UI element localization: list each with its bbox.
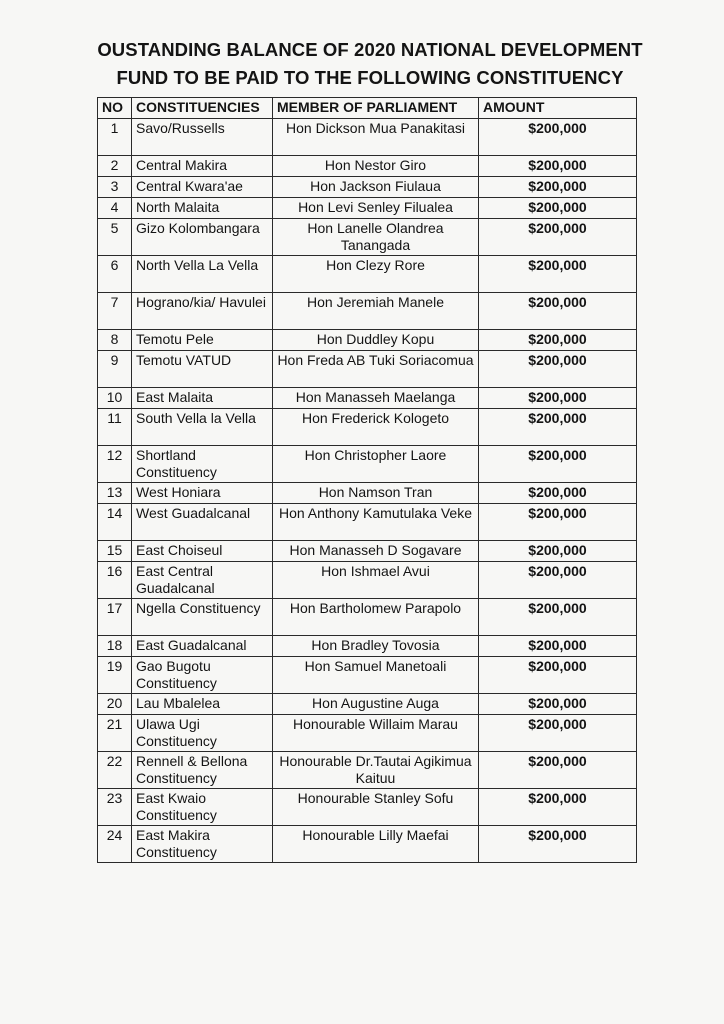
row-member: Hon Bradley Tovosia [273,636,479,657]
row-amount: $200,000 [479,826,637,863]
table-row [98,388,637,409]
row-number: 20 [98,694,132,715]
row-number: 5 [98,219,132,256]
table-row [98,119,637,156]
row-member: Hon Augustine Auga [273,694,479,715]
table-row [98,198,637,219]
row-number: 23 [98,789,132,826]
row-member: Hon Christopher Laore [273,446,479,483]
row-number: 1 [98,119,132,156]
row-constituency: East Central Guadalcanal [132,562,273,599]
row-constituency: Temotu Pele [132,330,273,351]
row-member: Hon Clezy Rore [273,256,479,293]
table-row [98,826,637,863]
table-row [98,789,637,826]
table-row [98,351,637,388]
row-member: Honourable Willaim Marau [273,715,479,752]
row-constituency: East Kwaio Constituency [132,789,273,826]
row-constituency: Gao Bugotu Constituency [132,657,273,694]
row-number: 10 [98,388,132,409]
row-number: 21 [98,715,132,752]
table-row [98,599,637,636]
row-constituency: East Malaita [132,388,273,409]
row-member: Hon Jeremiah Manele [273,293,479,330]
row-member: Hon Anthony Kamutulaka Veke [273,504,479,541]
row-amount: $200,000 [479,156,637,177]
row-member: Hon Lanelle Olandrea Tanangada [273,219,479,256]
row-constituency: Central Kwara'ae [132,177,273,198]
table-row [98,562,637,599]
row-constituency: Hograno/kia/ Havulei [132,293,273,330]
row-number: 19 [98,657,132,694]
table-header-row [98,98,637,119]
row-constituency: North Vella La Vella [132,256,273,293]
row-amount: $200,000 [479,562,637,599]
row-member: Hon Duddley Kopu [273,330,479,351]
row-constituency: Savo/Russells [132,119,273,156]
row-member: Hon Ishmael Avui [273,562,479,599]
row-amount: $200,000 [479,541,637,562]
row-member: Hon Namson Tran [273,483,479,504]
table-row [98,409,637,446]
balance-table [97,97,637,863]
row-member: Hon Dickson Mua Panakitasi [273,119,479,156]
row-constituency: Lau Mbalelea [132,694,273,715]
header-member: MEMBER OF PARLIAMENT [273,98,479,119]
row-constituency: West Honiara [132,483,273,504]
row-amount: $200,000 [479,219,637,256]
table-row [98,177,637,198]
header-no: NO [98,98,132,119]
header-constituencies: CONSTITUENCIES [132,98,273,119]
table-row [98,752,637,789]
table-row [98,483,637,504]
row-amount: $200,000 [479,330,637,351]
row-member: Hon Nestor Giro [273,156,479,177]
row-constituency: East Choiseul [132,541,273,562]
row-amount: $200,000 [479,636,637,657]
table-row [98,694,637,715]
table-row [98,446,637,483]
row-amount: $200,000 [479,789,637,826]
row-member: Hon Manasseh D Sogavare [273,541,479,562]
row-member: Hon Freda AB Tuki Soriacomua [273,351,479,388]
row-amount: $200,000 [479,177,637,198]
title-line-1: OUSTANDING BALANCE OF 2020 NATIONAL DEVELOPMENT [97,39,643,60]
row-amount: $200,000 [479,119,637,156]
row-number: 22 [98,752,132,789]
row-number: 15 [98,541,132,562]
row-constituency: Rennell & Bellona Constituency [132,752,273,789]
row-amount: $200,000 [479,715,637,752]
row-constituency: West Guadalcanal [132,504,273,541]
row-number: 16 [98,562,132,599]
row-constituency: East Makira Constituency [132,826,273,863]
row-amount: $200,000 [479,694,637,715]
row-amount: $200,000 [479,483,637,504]
row-member: Hon Levi Senley Filualea [273,198,479,219]
row-amount: $200,000 [479,388,637,409]
row-amount: $200,000 [479,409,637,446]
table-row [98,330,637,351]
document-title [60,36,680,92]
row-constituency: Shortland Constituency [132,446,273,483]
row-number: 18 [98,636,132,657]
row-number: 12 [98,446,132,483]
row-number: 4 [98,198,132,219]
row-member: Hon Manasseh Maelanga [273,388,479,409]
row-constituency: South Vella la Vella [132,409,273,446]
table-row [98,657,637,694]
row-constituency: Temotu VATUD [132,351,273,388]
row-number: 3 [98,177,132,198]
row-member: Honourable Dr.Tautai Agikimua Kaituu [273,752,479,789]
table-row [98,504,637,541]
row-amount: $200,000 [479,293,637,330]
row-amount: $200,000 [479,657,637,694]
row-number: 13 [98,483,132,504]
row-member: Hon Bartholomew Parapolo [273,599,479,636]
table-row [98,156,637,177]
row-number: 9 [98,351,132,388]
table-row [98,293,637,330]
row-constituency: Ngella Constituency [132,599,273,636]
row-amount: $200,000 [479,351,637,388]
row-number: 2 [98,156,132,177]
row-constituency: Central Makira [132,156,273,177]
row-amount: $200,000 [479,446,637,483]
header-amount: AMOUNT [479,98,637,119]
row-number: 14 [98,504,132,541]
table-row [98,636,637,657]
row-member: Hon Samuel Manetoali [273,657,479,694]
row-number: 7 [98,293,132,330]
table-row [98,715,637,752]
row-constituency: Ulawa Ugi Constituency [132,715,273,752]
row-constituency: East Guadalcanal [132,636,273,657]
title-line-2: FUND TO BE PAID TO THE FOLLOWING CONSTITUENCY [116,67,624,88]
row-member: Honourable Stanley Sofu [273,789,479,826]
table-row [98,541,637,562]
row-number: 11 [98,409,132,446]
row-constituency: Gizo Kolombangara [132,219,273,256]
table-row [98,219,637,256]
row-amount: $200,000 [479,504,637,541]
row-member: Hon Jackson Fiulaua [273,177,479,198]
table-row [98,256,637,293]
row-amount: $200,000 [479,752,637,789]
row-number: 8 [98,330,132,351]
row-amount: $200,000 [479,599,637,636]
row-member: Hon Frederick Kologeto [273,409,479,446]
row-amount: $200,000 [479,256,637,293]
row-number: 6 [98,256,132,293]
row-number: 17 [98,599,132,636]
row-number: 24 [98,826,132,863]
row-amount: $200,000 [479,198,637,219]
row-member: Honourable Lilly Maefai [273,826,479,863]
row-constituency: North Malaita [132,198,273,219]
